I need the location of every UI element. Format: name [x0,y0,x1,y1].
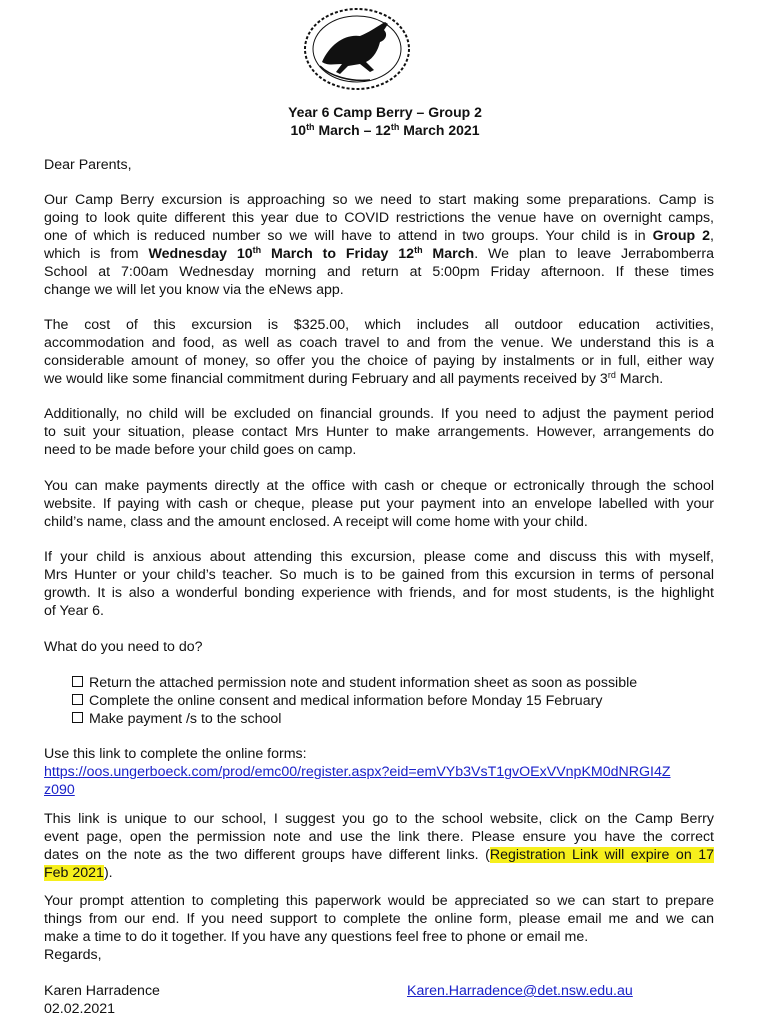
checkbox-icon [72,694,83,705]
checklist-item: Make payment /s to the school [72,710,281,728]
kangaroo-icon [322,22,388,74]
paragraph-camp-details: Our Camp Berry excursion is approaching so we need to start making some preparations. Camp is going to look quite different this year due to COVID restrictions the venue have on overnight camps, one of which is reduced number so we will have to attend in two groups. Your child is in Group 2, which is from Wednesday 10th March to Friday 12th March. We plan to leave Jerrabomberra School at 7:00am Wednesday morning and return at 5:00pm Friday afternoon. If these times change we will let you know via the eNews app. [44,192,715,298]
paragraph-payments: You can make payments directly at the office with cash or cheque or ectronically through the school website. If paying with cash or cheque, please put your payment into an envelope labelled with your child’s name, class and the amount enclosed. A receipt will come home with your child. [44,478,714,530]
todo-question: What do you need to do? [44,639,203,655]
checkbox-icon [72,676,83,687]
registration-link[interactable]: https://oos.ungerboeck.com/prod/emc00/register.aspx?eid=emVYb3VsT1gvOExVVnpKM0dNRGI4Z [44,764,671,780]
checkbox-icon [72,712,83,723]
checklist-item: Complete the online consent and medical information before Monday 15 February [72,692,602,710]
letter-dates: 10th March – 12th March 2021 [290,122,480,138]
paragraph-cost: The cost of this excursion is $325.00, which includes all outdoor education activities, accommodation and food, as well as coach travel to and from the venue. We understand this is a considerable amount of money, so offer you the choice of paying by instalments or in full, either way we would like some financial commitment during February and all payments received by 3rd March. [44,317,714,387]
expiry-date-highlight: Feb 2021 [44,865,104,881]
salutation: Dear Parents, [44,157,132,173]
signature-date: 02.02.2021 [44,1001,116,1017]
paragraph-financial: Additionally, no child will be excluded on financial grounds. If you need to adjust the payment period to suit your situation, please contact Mrs Hunter to make arrangements. However, arrangements do need to be made before your child goes on camp. [44,406,714,458]
school-logo [300,4,415,94]
expiry-highlight: Registration Link will expire on 17 [489,847,714,863]
signature-name: Karen Harradence [44,983,160,999]
paragraph-closing: Your prompt attention to completing this paperwork would be appreciated so we can start to prepare things from our end. If you need support to complete the online form, please email me and we can make a time to do it together. If you have any questions feel free to phone or email me. Regards, [44,893,714,963]
registration-link-cont[interactable]: z090 [44,782,75,798]
checklist-item: Return the attached permission note and student information sheet as soon as possible [72,674,637,692]
link-intro: Use this link to complete the online forms: [44,746,307,762]
letter-title: Year 6 Camp Berry – Group 2 [288,104,482,120]
email-link[interactable]: Karen.Harradence@det.nsw.edu.au [407,983,633,999]
paragraph-anxious: If your child is anxious about attending this excursion, please come and discuss this with myself, Mrs Hunter or your child’s teacher. So much is to be gained from this excursion in terms of personal growth. It is also a wonderful bonding experience with friends, and for most students, is the highlight of Year 6. [44,549,714,619]
paragraph-link-note: This link is unique to our school, I suggest you go to the school website, click on the Camp Berry event page, open the permission note and use the link there. Please ensure you have the correct dates on the note as the two different groups have different links. (Registration Link will expire on 17 Feb 2021). [44,811,714,881]
